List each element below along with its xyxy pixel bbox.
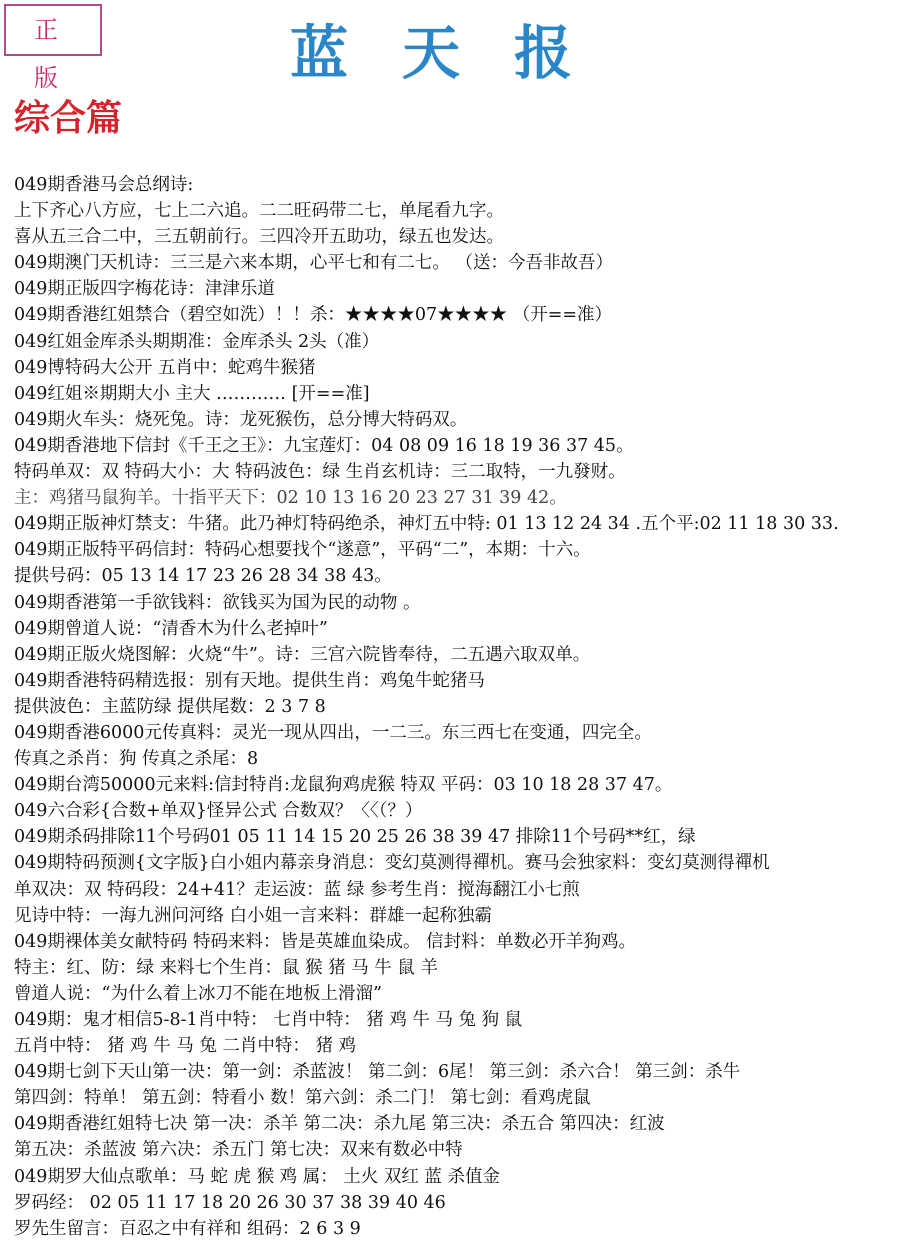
text-line: 单双决：双 特码段：24+41？走运波：蓝 绿 参考生肖：搅海翻江小七煎: [14, 879, 580, 900]
text-line: 049期正版神灯禁支：牛猪。此乃神灯特码绝杀，神灯五中特: 01 13 12 24 34 .五个平:02 11 18 30 33.: [14, 514, 839, 535]
edition-stamp: 正 版: [4, 4, 102, 56]
text-line: 罗先生留言：百忍之中有祥和 组码：2 6 3 9: [14, 1218, 361, 1239]
text-line: 049红姐金库杀头期期准：金库杀头 2头（准）: [14, 331, 380, 352]
section-heading: 综合篇: [14, 97, 123, 139]
text-line: 049期杀码排除11个号码01 05 11 14 15 20 25 26 38 39 47 排除11个号码**红，绿: [14, 827, 696, 848]
text-line: 049期香港地下信封《千王之王》：九宝莲灯：04 08 09 16 18 19 36 37 45。: [14, 435, 634, 456]
text-line: 传真之杀肖：狗 传真之杀尾：8: [14, 749, 259, 770]
text-line: 049期正版火烧图解：火烧“牛”。诗：三宫六院皆奉待，二五遇六取双单。: [14, 644, 591, 665]
text-line: 见诗中特：一海九洲问河络 白小姐一言来料：群雄一起称独霸: [14, 905, 493, 926]
content-lines: [14, 172, 898, 1242]
page-title: 蓝天报: [290, 19, 627, 87]
text-line: 049期裸体美女献特码 特码来料：皆是英雄血染成。 信封料：单数必开羊狗鸡。: [14, 931, 637, 952]
text-line: 特主：红、防：绿 来料七个生肖：鼠 猴 猪 马 牛 鼠 羊: [14, 957, 438, 978]
text-line: 049期火车头：烧死兔。诗：龙死猴伤，总分博大特码双。: [14, 409, 468, 430]
text-line: 曾道人说：“为什么着上冰刀不能在地板上滑溜”: [14, 983, 382, 1004]
text-line: 049期：鬼才相信5-8-1肖中特： 七肖中特： 猪 鸡 牛 马 兔 狗 鼠: [14, 1010, 523, 1030]
text-line: 主：鸡猪马鼠狗羊。十指平天下：02 10 13 16 20 23 27 31 39 42。: [14, 488, 567, 509]
text-line: 049期香港6000元传真料：灵光一现从四出，一二三。东三西七在变通，四完全。: [14, 722, 652, 743]
text-line: 049期罗大仙点歌单：马 蛇 虎 猴 鸡 属： 土火 双红 蓝 杀值金: [14, 1166, 500, 1187]
text-line: 049期香港红姐特七决 第一决：杀羊 第二决：杀九尾 第三决：杀五合 第四决：红波: [14, 1114, 665, 1135]
text-line: 049期曾道人说：“清香木为什么老掉叶”: [14, 618, 328, 639]
text-line: 049期澳门天机诗：三三是六来本期，心平七和有二七。 （送：今吾非故吾）: [14, 253, 613, 274]
text-line: 049期香港马会总纲诗:: [14, 175, 194, 195]
text-line: 049六合彩{合数+单双}怪异公式 合数双？〈〈（？）: [14, 801, 423, 822]
text-line: 049期香港特码精选报：别有天地。提供生肖：鸡兔牛蛇猪马: [14, 670, 485, 691]
text-line: 049期特码预测{文字版}白小姐内幕亲身消息：变幻莫测得禪机。赛马会独家料：变幻莫测得禪机: [14, 853, 770, 874]
text-line: 提供波色：主蓝防绿 提供尾数：2 3 7 8: [14, 696, 326, 717]
text-line: 049红姐※期期大小 主大 ………… [开==准]: [14, 383, 370, 404]
text-line: 第四剑：特单！ 第五剑：特看小 数！第六剑：杀二门！ 第七剑：看鸡虎鼠: [14, 1088, 591, 1109]
text-line: 提供号码：05 13 14 17 23 26 28 34 38 43。: [14, 566, 392, 587]
text-line: 049期香港红姐禁合（碧空如洗）！！杀：★★★★07★★★★ （开==准）: [14, 305, 613, 326]
text-line: 上下齐心八方应，七上二六追。二二旺码带二七，单尾看九字。: [14, 201, 504, 222]
text-line: 049期台湾50000元来料:信封特肖:龙鼠狗鸡虎猴 特双 平码：03 10 18 28 37 47。: [14, 775, 673, 796]
text-line: 特码单双：双 特码大小：大 特码波色：绿 生肖玄机诗：三二取特，一九發财。: [14, 462, 626, 483]
text-line: 五肖中特： 猪 鸡 牛 马 兔 二肖中特： 猪 鸡: [14, 1036, 357, 1057]
text-line: 049期香港第一手欲钱料：欲钱买为国为民的动物 。: [14, 592, 421, 613]
text-line: 喜从五三合二中，三五朝前行。三四冷开五助功，绿五也发达。: [14, 227, 504, 248]
text-line: 049期正版特平码信封：特码心想要找个“遂意”，平码“二”，本期：十六。: [14, 540, 591, 561]
text-line: 049期七剑下天山第一决：第一剑：杀蓝波！ 第二剑：6尾！ 第三剑：杀六合！ 第三剑：杀牛: [14, 1062, 741, 1083]
text-line: 罗码经： 02 05 11 17 18 20 26 30 37 38 39 40 46: [14, 1192, 446, 1213]
text-line: 049期正版四字梅花诗：津津乐道: [14, 279, 275, 300]
text-line: 049博特码大公开 五肖中：蛇鸡牛猴猪: [14, 357, 316, 378]
text-line: 第五决：杀蓝波 第六决：杀五门 第七决：双来有数必中特: [14, 1140, 463, 1161]
